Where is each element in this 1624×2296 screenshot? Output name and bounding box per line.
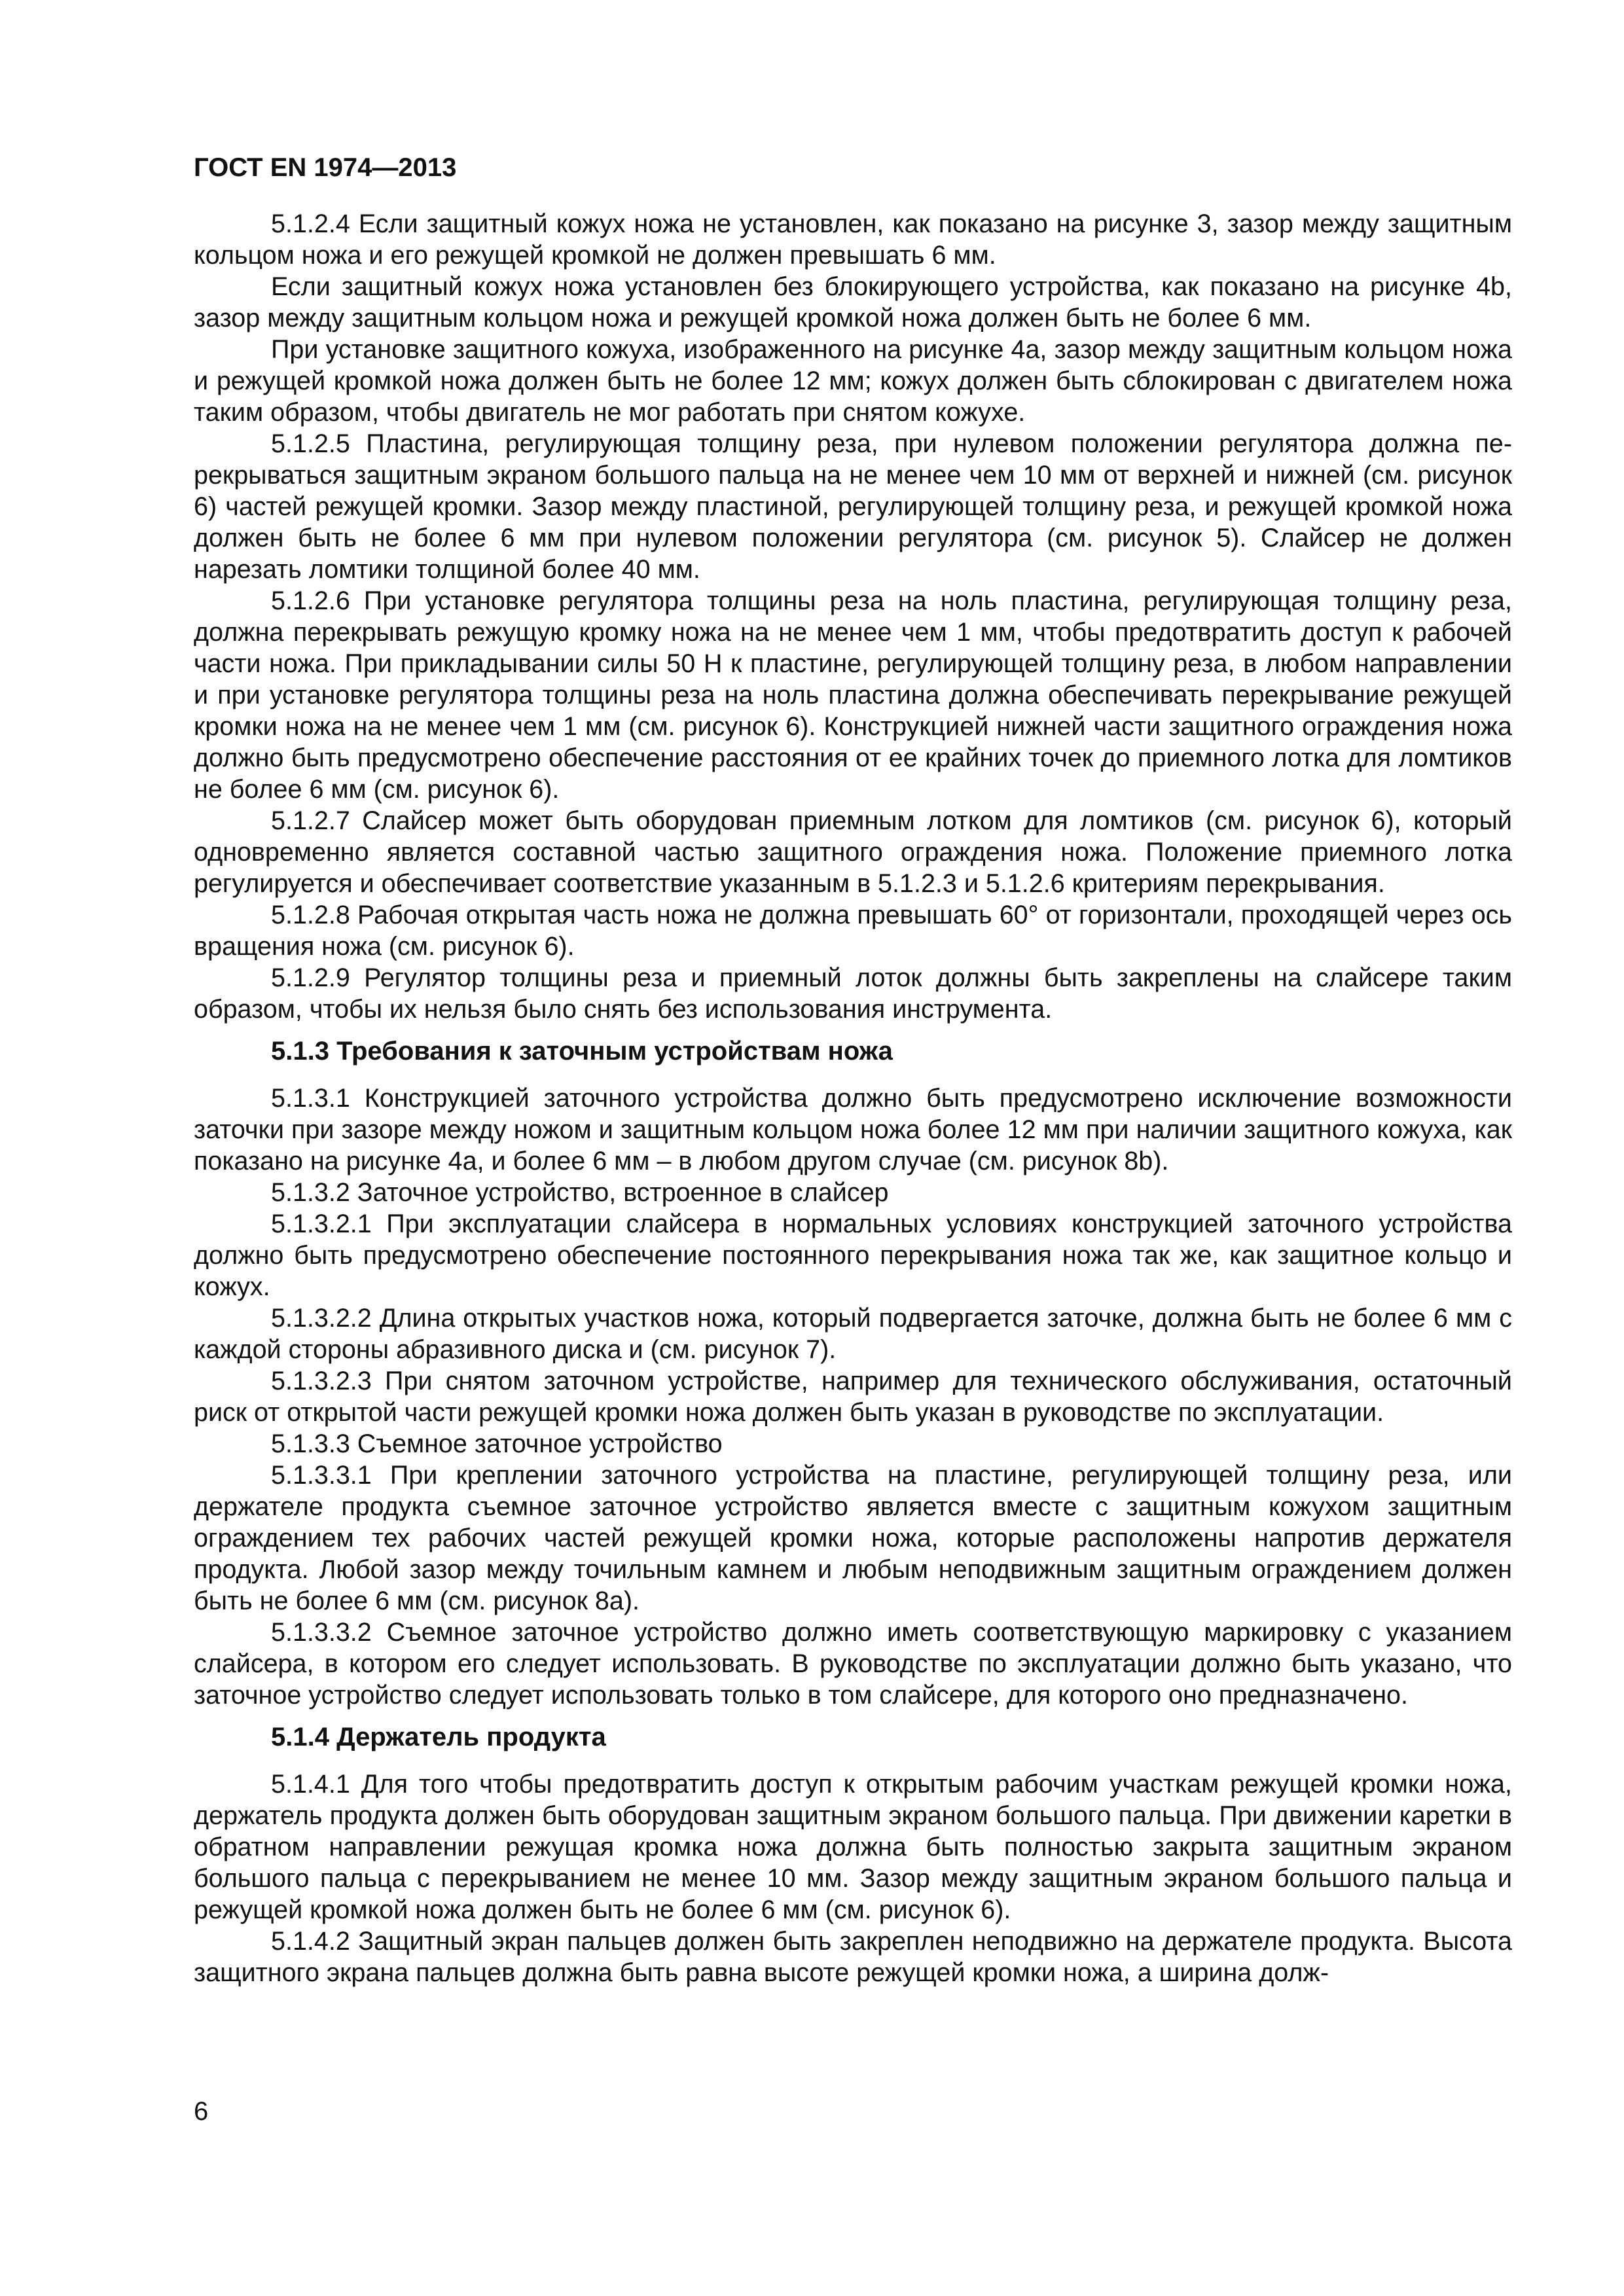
standard-header: ГОСТ EN 1974—2013 (194, 153, 457, 182)
paragraph-5-1-2-5: 5.1.2.5 Пластина, регулирующая толщину реза, при нулевом положении регулятора должна перекрываться защитным экраном большого пальца на не менее чем 10 мм от верхней и нижней (см. рисунок 6) частей режущей кромки. Зазор между пластиной, регулирующей толщину реза, и режущей кромкой ножа должен быть не более 6 мм при нулевом положении регулятора (см. рисунок 5). Слайсер не должен нарезать ломтики толщиной более 40 мм. (194, 429, 1512, 584)
paragraph-5-1-4-2: 5.1.4.2 Защитный экран пальцев должен быть закреплен неподвижно на держателе продукта. Высота защитного экрана пальцев должна быть равна высоте режущей кромки ножа, а ширина долж- (194, 1927, 1512, 1987)
paragraph-5-1-3-3-2: 5.1.3.3.2 Съемное заточное устройство должно иметь соответствующую маркировку с указанием слайсера, в котором его следует использовать. В руководстве по эксплуатации должно быть указано, что заточное устройство следует использовать только в том слайсере, для которого оно предназначено. (194, 1618, 1512, 1710)
paragraph-5-1-2-4: 5.1.2.4 Если защитный кожух ножа не установлен, как показано на рисунке 3, зазор между защитным кольцом ножа и его режущей кромкой не должен превышать 6 мм. (194, 209, 1512, 270)
paragraph-5-1-3-1: 5.1.3.1 Конструкцией заточного устройства должно быть предусмотрено исключение возможности заточки при зазоре между ножом и защитным кольцом ножа более 12 мм при наличии защитного кожуха, как показано на рисунке 4a, и более 6 мм – в любом другом случае (см. рисунок 8b). (194, 1084, 1512, 1175)
paragraph-5-1-4-1: 5.1.4.1 Для того чтобы предотвратить доступ к открытым рабочим участкам режущей кромки ножа, держатель продукта должен быть оборудован защитным экраном большого пальца. При движении каретки в обратном направлении режущая кромка ножа должна быть полностью закрыта защитным экраном большого пальца с перекрыванием не менее 10 мм. Зазор между защитным экраном большого пальца и режущей кромкой ножа должен быть не более 6 мм (см. рисунок 6). (194, 1770, 1512, 1924)
page-number: 6 (194, 2097, 209, 2126)
paragraph-5-1-3-2-3: 5.1.3.2.3 При снятом заточном устройстве, например для технического обслуживания, остаточный риск от открытой части режущей кромки ножа должен быть указан в руководстве по эксплуатации. (194, 1367, 1512, 1427)
document-body (194, 208, 1512, 1988)
paragraph-5-1-2-8: 5.1.2.8 Рабочая открытая часть ножа не должна превышать 60° от горизонтали, проходящей через ось вращения ножа (см. рисунок 6). (194, 901, 1512, 961)
paragraph-5-1-3-3-1: 5.1.3.3.1 При креплении заточного устройства на пластине, регулирующей толщину реза, или держателе продукта съемное заточное устройство является вместе с защитным кожухом защитным ограждением тех рабочих частей режущей кромки ножа, которые расположены напротив держателя продукта. Любой зазор между точильным камнем и любым неподвижным защитным ограждением должен быть не более 6 мм (см. рисунок 8a). (194, 1461, 1512, 1615)
section-heading-5-1-3: 5.1.3 Требования к заточным устройствам ножа (271, 1037, 893, 1066)
paragraph-5-1-2-7: 5.1.2.7 Слайсер может быть оборудован приемным лотком для ломтиков (см. рисунок 6), который одновременно является составной частью защитного ограждения ножа. Положение приемного лотка регулируется и обеспечивает соответствие указанным в 5.1.2.3 и 5.1.2.6 критериям перекрывания. (194, 806, 1512, 898)
section-heading-5-1-4: 5.1.4 Держатель продукта (271, 1723, 606, 1751)
paragraph-5-1-2-4-b: Если защитный кожух ножа установлен без блокирующего устройства, как показано на рисунке 4b, зазор между защитным кольцом ножа и режущей кромкой ножа должен быть не более 6 мм. (194, 272, 1512, 332)
paragraph-5-1-2-4-c: При установке защитного кожуха, изображенного на рисунке 4a, зазор между защитным кольцом ножа и режущей кромкой ножа должен быть не более 12 мм; кожух должен быть сблокирован с двигателем ножа таким образом, чтобы двигатель не мог работать при снятом кожухе. (194, 335, 1512, 427)
paragraph-5-1-3-2: 5.1.3.2 Заточное устройство, встроенное в слайсер (271, 1178, 889, 1207)
paragraph-5-1-3-3: 5.1.3.3 Съемное заточное устройство (271, 1429, 723, 1458)
paragraph-5-1-2-6: 5.1.2.6 При установке регулятора толщины реза на ноль пластина, регулирующая толщину реза, должна перекрывать режущую кромку ножа на не менее чем 1 мм, чтобы предотвратить доступ к рабочей части ножа. При прикладывании силы 50 Н к пластине, регулирующей толщину реза, в любом направлении и при установке регулятора толщины реза на ноль пластина должна обеспечивать перекрывание режущей кромки ножа на не менее чем 1 мм (см. рисунок 6). Конструкцией нижней части защитного ограждения ножа должно быть предусмотрено обеспечение расстояния от ее крайних точек до приемного лотка для ломтиков не более 6 мм (см. рисунок 6). (194, 586, 1512, 804)
paragraph-5-1-3-2-2: 5.1.3.2.2 Длина открытых участков ножа, который подвергается заточке, должна быть не более 6 мм с каждой стороны абразивного диска и (см. рисунок 7). (194, 1304, 1512, 1364)
paragraph-5-1-3-2-1: 5.1.3.2.1 При эксплуатации слайсера в нормальных условиях конструкцией заточного устройства должно быть предусмотрено обеспечение постоянного перекрывания ножа так же, как защитное кольцо и кожух. (194, 1210, 1512, 1301)
paragraph-5-1-2-9: 5.1.2.9 Регулятор толщины реза и приемный лоток должны быть закреплены на слайсере таким образом, чтобы их нельзя было снять без использования инструмента. (194, 963, 1512, 1024)
